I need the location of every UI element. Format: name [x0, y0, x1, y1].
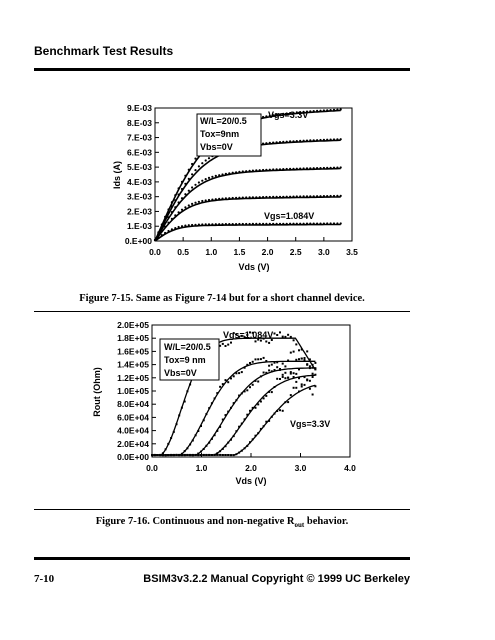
data-point	[268, 420, 270, 422]
data-point	[304, 376, 306, 378]
data-point	[279, 378, 281, 380]
data-point	[306, 363, 308, 365]
data-point	[211, 438, 213, 440]
data-point	[290, 352, 292, 354]
data-point	[314, 368, 316, 370]
figure-7-15-caption: Figure 7-15. Same as Figure 7-14 but for a short channel device.	[79, 293, 365, 304]
chart2-annotation-vgs-high: Vgs=3.3V	[290, 419, 331, 429]
data-point	[255, 340, 257, 342]
data-point	[167, 443, 169, 445]
data-point	[260, 428, 262, 430]
data-point	[219, 450, 221, 452]
y-tick-label: 6.0E+04	[117, 412, 149, 423]
data-point	[205, 413, 207, 415]
data-point	[276, 378, 278, 380]
chart2-x-axis-label: Vds (V)	[235, 476, 267, 486]
caption2-prefix: Figure 7-16. Continuous and non-negative R	[95, 516, 295, 527]
data-point	[211, 454, 213, 456]
data-point	[282, 376, 284, 378]
data-point	[241, 450, 243, 452]
data-point	[274, 369, 276, 371]
data-point	[241, 423, 243, 425]
data-point	[189, 384, 191, 386]
data-point	[298, 358, 300, 360]
data-point	[287, 401, 289, 403]
data-point	[312, 364, 314, 366]
chart2-y-axis-label: Rout (Ohm)	[92, 367, 102, 417]
y-tick-label: 1.8E+05	[117, 333, 149, 344]
data-point	[216, 430, 218, 432]
data-point	[314, 362, 316, 364]
chart1-annotation-vgs-high: Vgs=3.3V	[268, 110, 309, 120]
data-point	[265, 372, 267, 374]
data-point	[246, 445, 248, 447]
data-point	[227, 411, 229, 413]
y-tick-label: 1.4E+05	[117, 359, 149, 370]
data-point	[195, 454, 197, 456]
data-point	[233, 435, 235, 437]
data-point	[279, 409, 281, 411]
y-tick-label: 3.E-03	[126, 191, 152, 202]
data-point	[230, 439, 232, 441]
data-point	[298, 368, 300, 370]
data-point	[222, 343, 224, 345]
data-point	[287, 334, 289, 336]
data-point	[274, 333, 276, 335]
data-point	[276, 410, 278, 412]
x-tick-label: 0.5	[177, 247, 190, 257]
data-point	[235, 372, 237, 374]
data-point	[295, 387, 297, 389]
data-point	[290, 394, 292, 396]
data-point	[173, 454, 175, 456]
data-point	[151, 454, 153, 456]
data-point	[227, 344, 229, 346]
data-point	[249, 410, 251, 412]
data-point	[170, 437, 172, 439]
data-point	[222, 383, 224, 385]
caption2-rule	[34, 509, 410, 510]
y-tick-label: 4.E-03	[126, 176, 152, 187]
data-point	[284, 365, 286, 367]
data-point	[184, 450, 186, 452]
data-point	[257, 403, 259, 405]
data-point	[238, 395, 240, 397]
data-point	[249, 441, 251, 443]
data-point	[265, 421, 267, 423]
data-point	[233, 375, 235, 377]
data-point	[274, 362, 276, 364]
data-point	[314, 374, 316, 376]
data-point	[186, 454, 188, 456]
x-tick-label: 2.0	[261, 247, 274, 257]
data-point	[312, 367, 314, 369]
x-tick-label: 0.0	[149, 247, 161, 257]
data-point	[162, 454, 164, 456]
x-tick-label: 0.0	[146, 463, 158, 473]
data-point	[197, 430, 199, 432]
data-point	[282, 363, 284, 365]
data-point	[263, 372, 265, 374]
data-point	[298, 391, 300, 393]
y-tick-label: 5.E-03	[126, 162, 152, 173]
data-point	[301, 383, 303, 385]
y-tick-label: 1.2E+05	[117, 372, 149, 383]
data-point	[203, 454, 205, 456]
data-point	[268, 342, 270, 344]
data-point	[205, 454, 207, 456]
data-point	[257, 358, 259, 360]
data-point	[284, 336, 286, 338]
data-point	[225, 345, 227, 347]
data-point	[287, 360, 289, 362]
data-point	[219, 454, 221, 456]
data-point	[244, 367, 246, 369]
x-tick-label: 1.0	[195, 463, 208, 473]
chart1-annotation-vgs-low: Vgs=1.084V	[264, 211, 315, 221]
data-point	[295, 359, 297, 361]
x-tick-label: 3.5	[346, 247, 358, 257]
data-point	[230, 407, 232, 409]
chart1-legend-line-1: W/L=20/0.5	[200, 116, 247, 126]
figure-7-16-caption	[34, 516, 410, 529]
data-point	[268, 365, 270, 367]
data-point	[203, 419, 205, 421]
data-point	[216, 392, 218, 394]
data-point	[276, 361, 278, 363]
data-point	[252, 438, 254, 440]
data-point	[246, 414, 248, 416]
data-point	[276, 334, 278, 336]
data-point	[293, 372, 295, 374]
data-point	[274, 386, 276, 388]
data-point	[284, 401, 286, 403]
data-point	[241, 371, 243, 373]
x-tick-label: 1.0	[205, 247, 218, 257]
data-point	[304, 384, 306, 386]
data-point	[295, 373, 297, 375]
data-point	[268, 369, 270, 371]
x-tick-label: 1.5	[233, 247, 246, 257]
x-tick-label: 2.0	[245, 463, 257, 473]
data-point	[225, 454, 227, 456]
data-point	[265, 395, 267, 397]
data-point	[271, 370, 273, 372]
data-point	[279, 331, 281, 333]
data-point	[249, 386, 251, 388]
data-point	[276, 366, 278, 368]
data-point	[249, 362, 251, 364]
page-header-title: Benchmark Test Results	[34, 44, 174, 58]
data-point	[165, 454, 167, 456]
data-point	[257, 432, 259, 434]
y-tick-label: 2.E-03	[126, 206, 152, 217]
data-point	[255, 435, 257, 437]
data-point	[252, 384, 254, 386]
data-point	[293, 376, 295, 378]
data-point	[260, 375, 262, 377]
data-point	[263, 397, 265, 399]
chart2-legend-line-3: Vbs=0V	[164, 368, 197, 378]
data-point	[304, 360, 306, 362]
x-tick-label: 3.0	[294, 463, 307, 473]
footer-rule	[34, 557, 410, 560]
caption2-subscript: out	[294, 521, 305, 530]
data-point	[265, 341, 267, 343]
y-tick-label: 2.0E+04	[117, 438, 149, 449]
data-point	[282, 374, 284, 376]
data-point	[309, 380, 311, 382]
data-point	[293, 351, 295, 353]
x-tick-label: 3.0	[317, 247, 330, 257]
data-point	[282, 410, 284, 412]
data-point	[200, 454, 202, 456]
data-point	[255, 380, 257, 382]
data-point	[252, 407, 254, 409]
data-point	[238, 372, 240, 374]
data-point	[186, 390, 188, 392]
caption2-suffix: behavior.	[304, 516, 349, 527]
data-point	[244, 390, 246, 392]
data-point	[233, 454, 235, 456]
y-tick-label: 7.E-03	[126, 132, 152, 143]
data-point	[298, 377, 300, 379]
data-point	[314, 385, 316, 387]
data-point	[233, 402, 235, 404]
data-point	[271, 416, 273, 418]
y-tick-label: 0.E+00	[124, 236, 152, 246]
data-point	[227, 442, 229, 444]
data-point	[208, 407, 210, 409]
data-point	[309, 365, 311, 367]
data-point	[257, 381, 259, 383]
data-point	[195, 434, 197, 436]
data-point	[295, 381, 297, 383]
series-line-vgs-2.19	[152, 368, 315, 455]
chart2-annotation-vgs-low: Vgs=1.084V	[223, 330, 274, 340]
data-point	[235, 399, 237, 401]
data-point	[225, 445, 227, 447]
data-point	[165, 448, 167, 450]
data-point	[241, 392, 243, 394]
data-point	[230, 454, 232, 456]
data-point	[181, 407, 183, 409]
data-point	[284, 377, 286, 379]
data-point	[301, 358, 303, 360]
chart2-legend-line-1: W/L=20/0.5	[164, 342, 211, 352]
data-point	[200, 425, 202, 427]
data-point	[295, 343, 297, 345]
chart2-ticks	[117, 320, 356, 473]
data-point	[227, 454, 229, 456]
data-point	[309, 388, 311, 390]
data-point	[287, 377, 289, 379]
data-point	[260, 358, 262, 360]
data-point	[214, 397, 216, 399]
data-point	[244, 447, 246, 449]
data-point	[192, 454, 194, 456]
data-point	[271, 364, 273, 366]
data-point	[200, 451, 202, 453]
data-point	[222, 448, 224, 450]
data-point	[154, 454, 156, 456]
data-point	[167, 454, 169, 456]
data-point	[263, 425, 265, 427]
data-point	[306, 350, 308, 352]
data-point	[219, 426, 221, 428]
data-point	[205, 445, 207, 447]
data-point	[208, 454, 210, 456]
data-point	[176, 423, 178, 425]
data-point	[246, 364, 248, 366]
data-point	[312, 373, 314, 375]
chart2-legend-line-2: Tox=9 nm	[164, 355, 206, 365]
data-point	[246, 389, 248, 391]
x-tick-label: 2.5	[289, 247, 302, 257]
data-point	[301, 386, 303, 388]
data-point	[184, 454, 186, 456]
data-point	[309, 358, 311, 360]
data-point	[230, 377, 232, 379]
y-tick-label: 4.0E+04	[117, 425, 149, 436]
y-tick-label: 1.0E+05	[117, 386, 149, 396]
data-point	[214, 454, 216, 456]
footer-copyright: BSIM3v3.2.2 Manual Copyright © 1999 UC Berkeley	[143, 573, 410, 585]
data-point	[189, 444, 191, 446]
chart1-legend-line-3: Vbs=0V	[200, 142, 233, 152]
data-point	[271, 391, 273, 393]
data-point	[268, 391, 270, 393]
data-point	[225, 379, 227, 381]
data-point	[178, 414, 180, 416]
data-point	[216, 454, 218, 456]
data-point	[219, 386, 221, 388]
data-point	[197, 454, 199, 456]
data-point	[235, 453, 237, 455]
data-point	[306, 379, 308, 381]
data-point	[293, 339, 295, 341]
data-point	[222, 419, 224, 421]
data-point	[181, 454, 183, 456]
data-point	[225, 414, 227, 416]
data-point	[274, 413, 276, 415]
data-point	[279, 368, 281, 370]
data-point	[176, 454, 178, 456]
data-point	[235, 430, 237, 432]
data-point	[260, 401, 262, 403]
y-tick-label: 1.E-03	[126, 221, 152, 232]
data-point	[263, 357, 265, 359]
data-point	[252, 361, 254, 363]
data-point	[211, 402, 213, 404]
data-point	[208, 442, 210, 444]
data-point	[293, 387, 295, 389]
data-point	[238, 452, 240, 454]
data-point	[159, 454, 161, 456]
page-number: 7-10	[34, 573, 55, 585]
data-point	[244, 418, 246, 420]
data-point	[290, 373, 292, 375]
data-point	[192, 440, 194, 442]
data-point	[255, 358, 257, 360]
data-point	[301, 349, 303, 351]
chart1-legend-line-2: Tox=9nm	[200, 129, 240, 139]
data-point	[312, 376, 314, 378]
y-tick-label: 8.0E+04	[117, 399, 149, 410]
data-point	[284, 372, 286, 374]
data-point	[222, 454, 224, 456]
data-point	[298, 349, 300, 351]
data-point	[214, 434, 216, 436]
y-tick-label: 0.0E+00	[117, 452, 149, 462]
chart1-x-axis-label: Vds (V)	[238, 262, 270, 272]
data-point	[282, 336, 284, 338]
y-tick-label: 1.6E+05	[117, 346, 149, 357]
data-point	[173, 431, 175, 433]
data-point	[203, 448, 205, 450]
y-tick-label: 6.E-03	[126, 147, 152, 158]
data-point	[184, 401, 186, 403]
data-point	[230, 342, 232, 344]
data-point	[312, 394, 314, 396]
data-point	[265, 360, 267, 362]
data-point	[186, 447, 188, 449]
data-point	[178, 454, 180, 456]
data-point	[227, 381, 229, 383]
y-tick-label: 8.E-03	[126, 117, 152, 128]
data-point	[255, 407, 257, 409]
data-point	[189, 454, 191, 456]
y-tick-label: 2.0E+05	[117, 320, 149, 330]
data-point	[290, 336, 292, 338]
series-line-vgs-2.75	[152, 375, 315, 455]
y-tick-label: 9.E-03	[126, 103, 152, 113]
data-point	[156, 454, 158, 456]
chart1-y-axis-label: Ids (A)	[112, 161, 122, 189]
data-point	[238, 426, 240, 428]
data-point	[170, 454, 172, 456]
x-tick-label: 4.0	[344, 463, 356, 473]
